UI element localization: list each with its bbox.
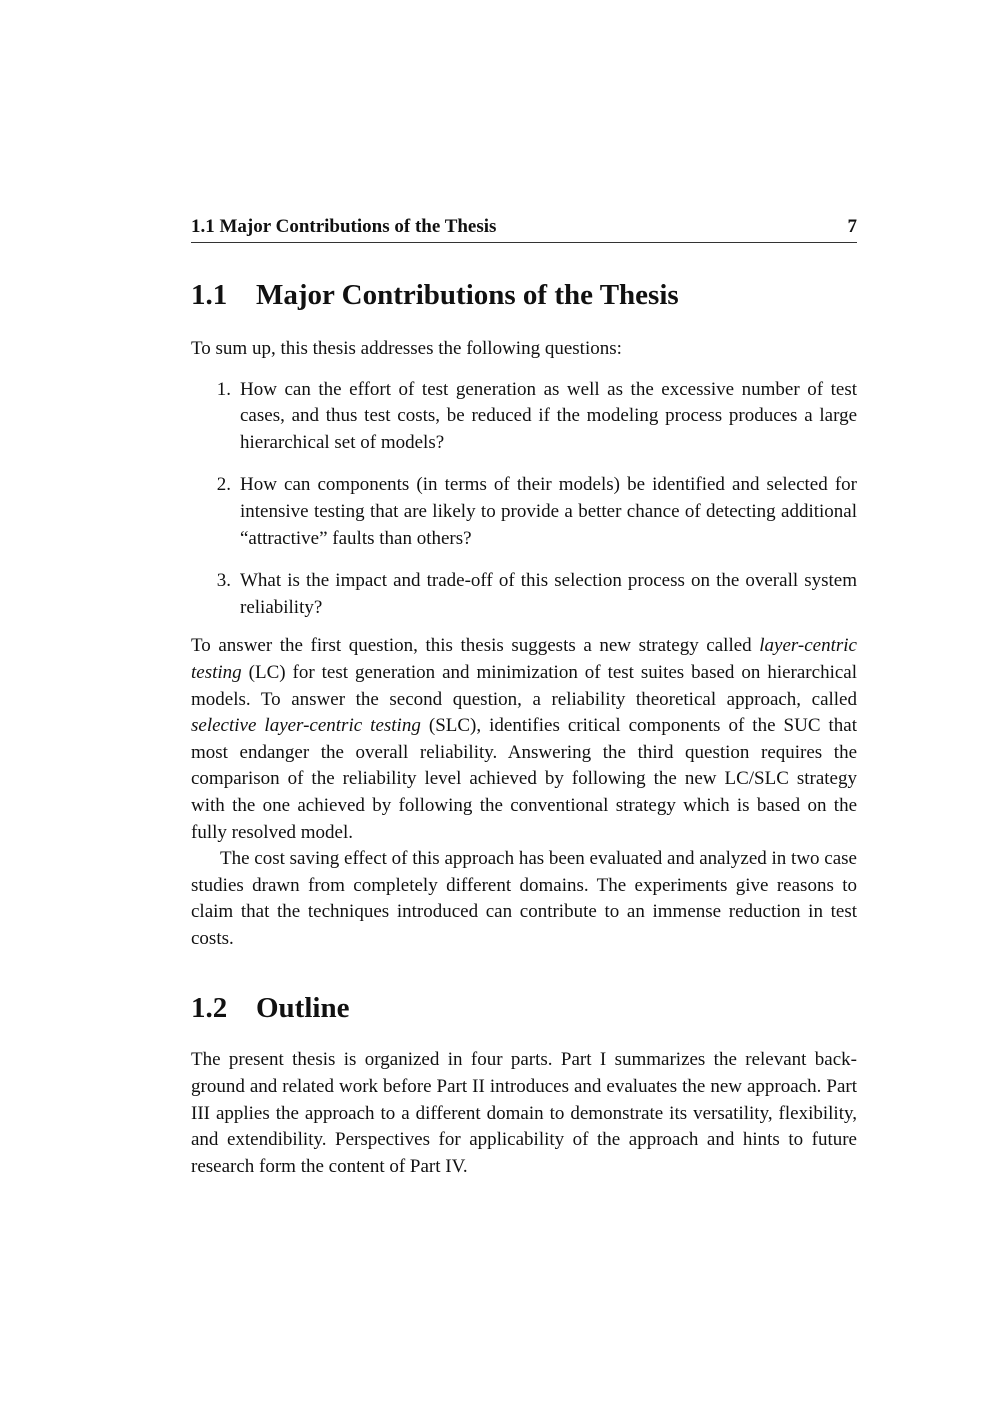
section-heading-outline: [191, 990, 857, 1026]
section-number: 1.1: [191, 279, 228, 311]
list-marker: 2.: [216, 474, 231, 496]
intro-paragraph: To sum up, this thesis addresses the following questions:: [191, 338, 622, 359]
list-item: [191, 472, 857, 552]
section-title: Major Contributions of the Thesis: [256, 279, 679, 311]
body-paragraph-cost-saving: The cost saving effect of this approach has been evaluated and analyzed in two case studies drawn from completely different domains. The experiments give reasons to claim that the techniques introduced can contribute to an immense reduction in test costs.: [191, 848, 857, 949]
list-marker: 3.: [216, 570, 231, 592]
body-paragraph-outline: The present thesis is organized in four parts. Part I summarizes the relevant background and related work before Part II introduces and evaluates the new approach. Part III applies the approach to a different domain to demonstrate its versatility, flexibility, and extendibility. Perspectives for applicability of the approach and hints to future research form the content of Part IV.: [191, 1049, 857, 1177]
list-item: [191, 568, 857, 621]
running-head: [191, 212, 857, 243]
list-item: [191, 377, 857, 457]
list-marker: 1.: [216, 378, 231, 400]
section-title: Outline: [256, 992, 350, 1025]
section-heading-contributions: [191, 277, 857, 313]
term-layer-centric: layer-centric testing: [191, 635, 857, 683]
questions-list: [191, 377, 857, 622]
question-text: What is the impact and trade-off of this selection process on the overall system reliability?: [240, 570, 857, 618]
page-content: [191, 212, 857, 1180]
term-selective-layer-centric: selective layer-centric testing: [191, 715, 421, 737]
body-paragraph-answers: To answer the first question, this thesis suggests a new strategy called layer-centric testing (LC) for test generation and minimization of test suites based on hierarchical models. To answer the second question, a reliability theoretical approach, called selective layer-centric testing (SLC), identifies critical components of the SUC that most endanger the overall reliability. Answering the third question requires the comparison of the reliability level achieved by following the new LC/SLC strategy with the one achieved by following the conventional strategy which is based on the fully resolved model.: [191, 635, 857, 843]
question-text: How can the effort of test generation as well as the excessive number of test cases, and thus test costs, be reduced if the modeling process produces a large hierarchical set of models?: [240, 378, 857, 453]
running-head-title: 1.1 Major Contributions of the Thesis: [191, 216, 497, 237]
page-number: 7: [847, 216, 857, 237]
question-text: How can components (in terms of their models) be identified and selected for intensive testing that are likely to provide a better chance of detecting additional “attractive” faults than others?: [240, 474, 857, 549]
section-number: 1.2: [191, 992, 228, 1025]
